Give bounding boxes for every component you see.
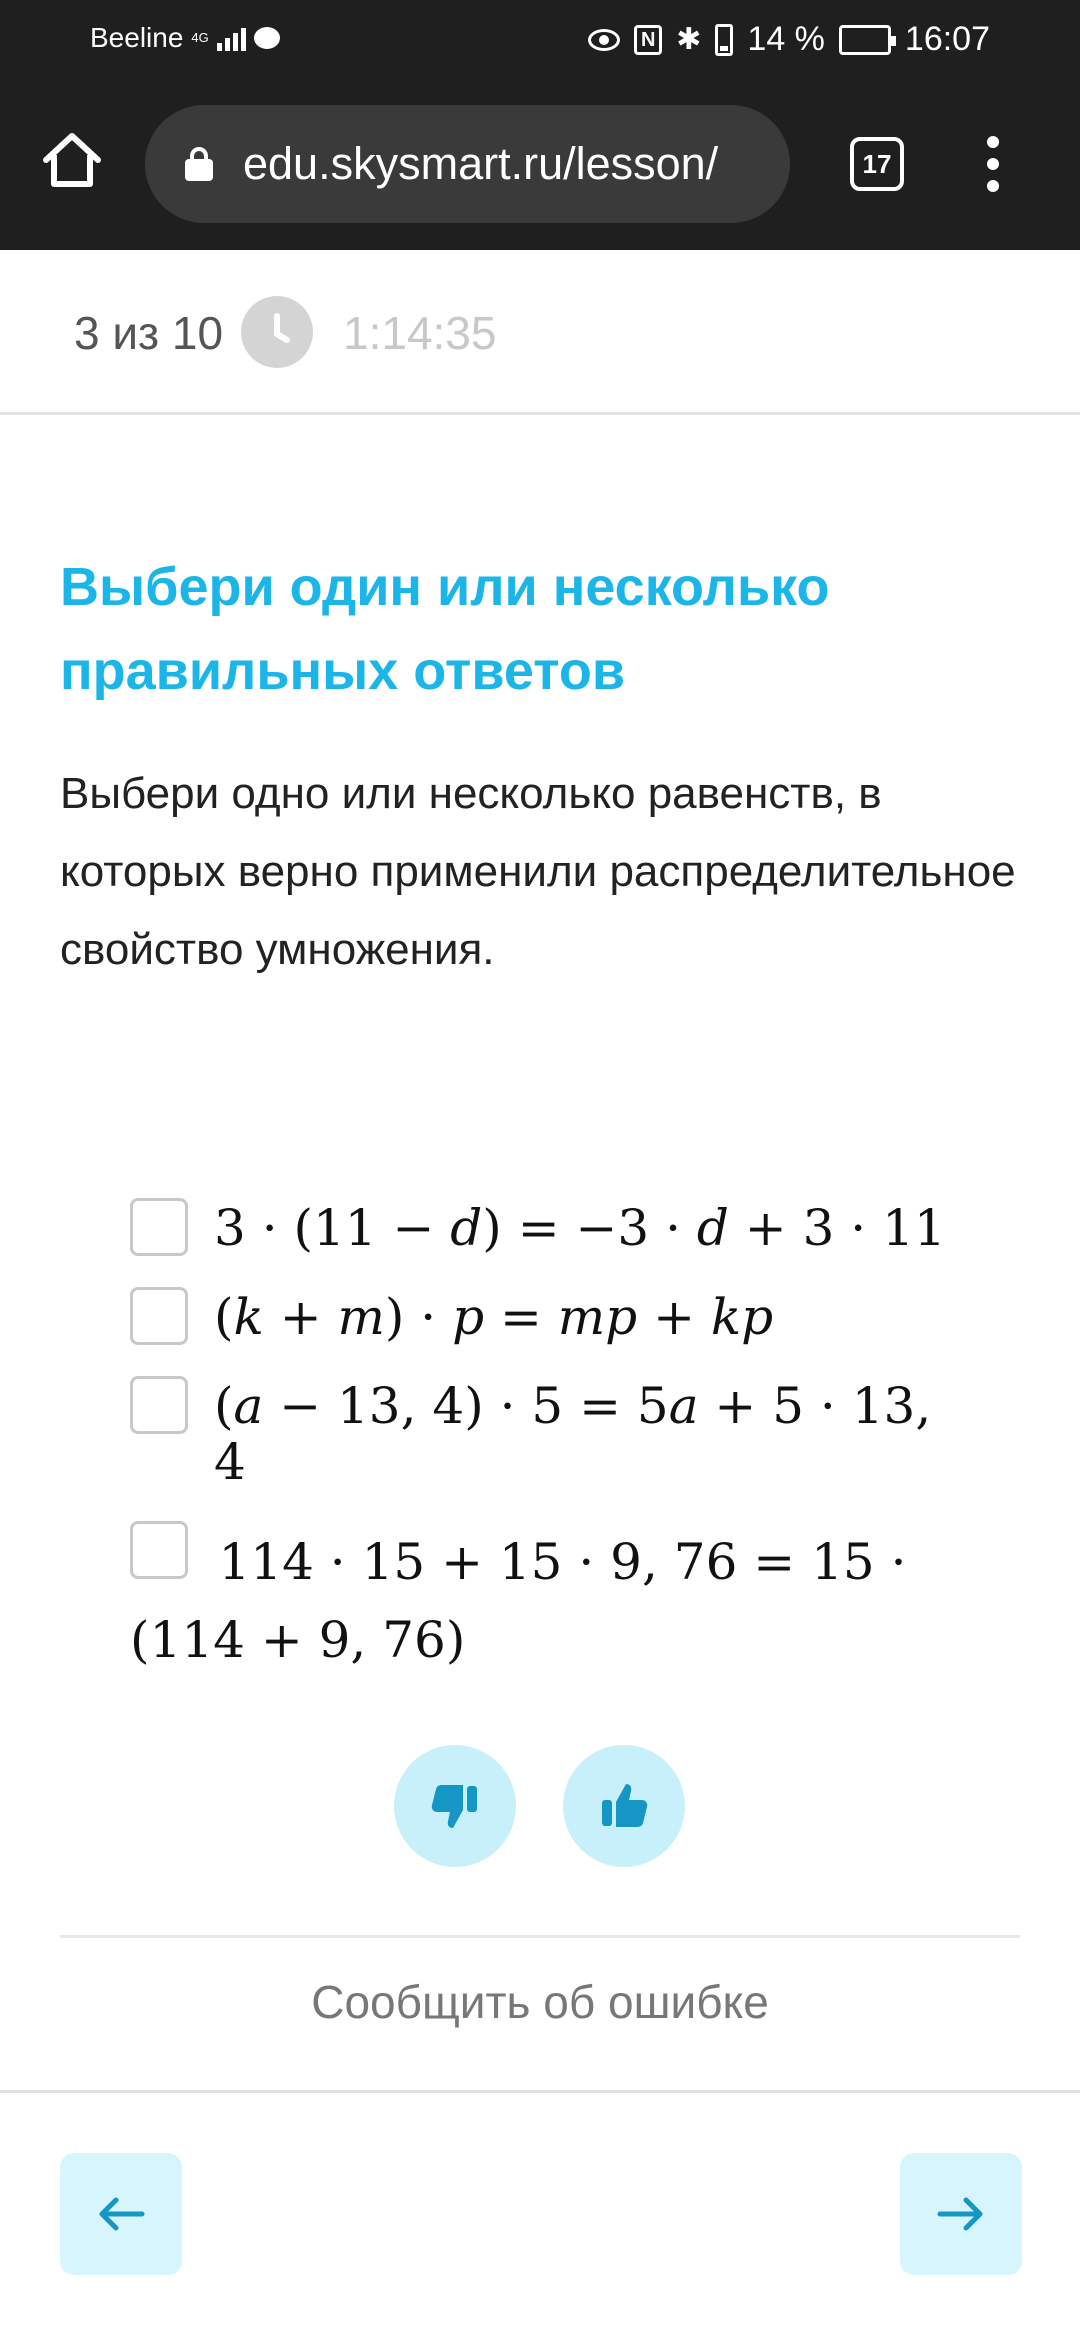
checkbox[interactable] bbox=[130, 1521, 188, 1579]
option-formula: 114 · 15 + 15 · 9, 76 = 15 · (114 + 9, 76) bbox=[130, 1533, 907, 1669]
answer-option[interactable] bbox=[130, 1289, 960, 1345]
chat-notification-icon bbox=[254, 27, 280, 49]
charging-icon bbox=[839, 25, 891, 55]
checkbox[interactable] bbox=[130, 1287, 188, 1345]
home-button[interactable] bbox=[40, 128, 104, 192]
progress-header bbox=[0, 250, 1080, 415]
nfc-icon: N bbox=[634, 25, 662, 55]
answer-options bbox=[130, 1200, 960, 1712]
report-error-link[interactable]: Сообщить об ошибке bbox=[311, 1976, 769, 2028]
option-formula: (𝑘 + 𝑚) · 𝑝 = 𝑚𝑝 + 𝑘𝑝 bbox=[214, 1288, 774, 1346]
carrier-label: Beeline bbox=[90, 22, 184, 53]
url-text: edu.skysmart.ru/lesson/ bbox=[243, 138, 719, 189]
browser-chrome bbox=[0, 0, 1080, 250]
timer: 1:14:35 bbox=[343, 307, 497, 359]
like-button[interactable] bbox=[563, 1745, 685, 1867]
next-button[interactable] bbox=[900, 2153, 1022, 2275]
answer-option[interactable] bbox=[130, 1200, 960, 1256]
divider bbox=[60, 1935, 1020, 1938]
option-formula: 3 · (11 − 𝑑) = −3 · 𝑑 + 3 · 11 bbox=[214, 1199, 946, 1257]
task-title: Выбери один или несколько правильных ответов bbox=[60, 557, 830, 701]
lock-icon bbox=[185, 147, 213, 181]
answer-option[interactable] bbox=[130, 1523, 960, 1679]
checkbox[interactable] bbox=[130, 1376, 188, 1434]
dislike-button[interactable] bbox=[394, 1745, 516, 1867]
more-vert-icon[interactable] bbox=[986, 136, 1000, 192]
status-bar bbox=[0, 0, 1080, 84]
network-type: 4G bbox=[191, 30, 209, 45]
question-counter: 3 из 10 bbox=[74, 307, 224, 359]
bluetooth-icon: ✱ bbox=[676, 23, 702, 56]
signal-icon bbox=[217, 25, 246, 51]
divider bbox=[0, 2090, 1080, 2093]
address-bar[interactable] bbox=[145, 105, 790, 223]
battery-icon bbox=[715, 24, 733, 56]
task-description: Выбери одно или несколько равенств, в которых верно применили распределительное свойство умножения. bbox=[60, 769, 1016, 974]
thumbs-down-icon bbox=[427, 1778, 483, 1834]
arrow-right-icon bbox=[936, 2194, 986, 2234]
clock-time: 16:07 bbox=[904, 20, 990, 58]
option-formula: (𝑎 − 13, 4) · 5 = 5𝑎 + 5 · 13, 4 bbox=[214, 1377, 932, 1491]
checkbox[interactable] bbox=[130, 1198, 188, 1256]
eye-comfort-icon bbox=[588, 29, 620, 51]
home-icon bbox=[40, 128, 104, 192]
arrow-left-icon bbox=[96, 2194, 146, 2234]
clock-icon bbox=[241, 296, 313, 368]
tabs-button[interactable]: 17 bbox=[850, 137, 904, 191]
previous-button[interactable] bbox=[60, 2153, 182, 2275]
answer-option[interactable] bbox=[130, 1378, 960, 1490]
battery-percent: 14 % bbox=[747, 20, 825, 58]
thumbs-up-icon bbox=[596, 1778, 652, 1834]
